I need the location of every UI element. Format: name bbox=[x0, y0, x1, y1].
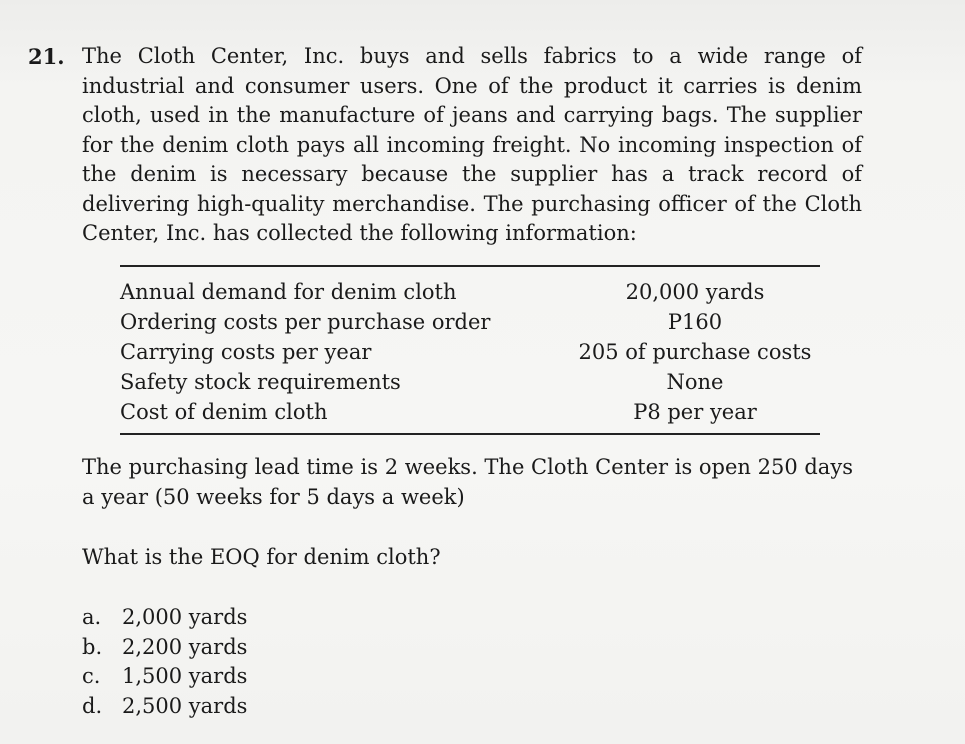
choice-d[interactable] bbox=[82, 692, 247, 722]
choice-a[interactable] bbox=[82, 603, 247, 633]
row-value: None bbox=[666, 370, 724, 394]
info-table bbox=[120, 265, 820, 435]
table-row bbox=[120, 337, 820, 367]
choice-text: 1,500 yards bbox=[122, 664, 248, 688]
row-value: 20,000 yards bbox=[625, 280, 765, 304]
row-label: Annual demand for denim cloth bbox=[120, 280, 457, 304]
row-value: P8 per year bbox=[633, 400, 757, 424]
choice-text: 2,500 yards bbox=[122, 693, 248, 718]
row-value: P160 bbox=[667, 310, 723, 334]
question-number: 21. bbox=[28, 44, 65, 69]
choice-letter: c. bbox=[82, 664, 101, 688]
choice-letter: b. bbox=[82, 634, 103, 659]
answer-choices bbox=[82, 603, 247, 721]
question-text: The Cloth Center, Inc. buys and sells fabrics to a wide range of industrial and consumer users. One of the product it carries is denim cloth, used in the manufacture of jeans and carrying bags. The supplier for the denim cloth pays all incoming freight. No incoming inspection of the denim is necessary because the supplier has a track record of delivering high-quality merchandise. The purchasing officer of the Cloth Center, Inc. has collected the following information: bbox=[82, 44, 862, 245]
row-label: Carrying costs per year bbox=[120, 340, 372, 364]
table-row bbox=[120, 307, 820, 337]
lead-time-paragraph: The purchasing lead time is 2 weeks. The Cloth Center is open 250 days a year (50 weeks for 5 days a week) bbox=[82, 455, 853, 509]
row-label: Ordering costs per purchase order bbox=[120, 310, 491, 334]
question-prompt: What is the EOQ for denim cloth? bbox=[82, 545, 441, 569]
choice-letter: d. bbox=[82, 693, 103, 718]
choice-letter: a. bbox=[82, 605, 102, 629]
table-row bbox=[120, 367, 820, 397]
row-value: 205 of purchase costs bbox=[578, 340, 812, 364]
choice-b[interactable] bbox=[82, 633, 247, 663]
choice-c[interactable] bbox=[82, 662, 247, 692]
row-label: Safety stock requirements bbox=[120, 370, 401, 394]
table-row bbox=[120, 277, 820, 307]
row-label: Cost of denim cloth bbox=[120, 400, 328, 424]
table-row bbox=[120, 397, 820, 427]
choice-text: 2,000 yards bbox=[122, 605, 248, 629]
choice-text: 2,200 yards bbox=[122, 634, 248, 659]
